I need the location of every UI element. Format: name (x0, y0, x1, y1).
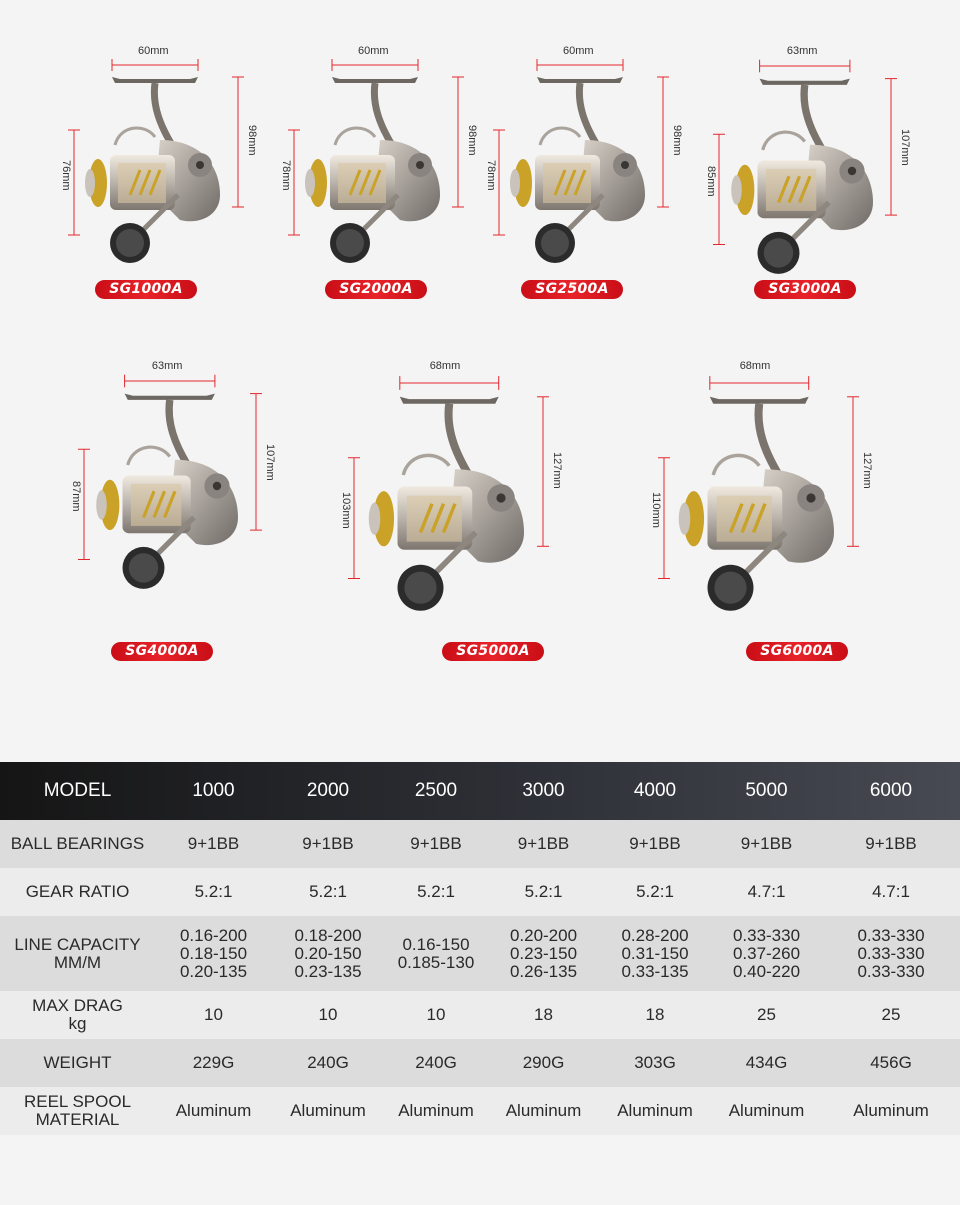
spec-table (0, 762, 960, 1135)
depth-dimension-label: 110mm (650, 492, 662, 529)
height-dimension-line (228, 45, 258, 275)
table-cell: 240G (415, 1053, 457, 1072)
model-badge: SG3000A (754, 280, 856, 299)
header-model-label: MODEL (43, 780, 112, 801)
height-dimension-label: 107mm (899, 129, 912, 166)
table-cell: Aluminum (290, 1101, 366, 1120)
table-cell: 25 (881, 1005, 901, 1024)
table-cell: 9+1BB (517, 834, 570, 853)
table-cell: 5.2:1 (417, 882, 455, 901)
depth-dimension-label: 87mm (70, 480, 82, 512)
table-cell: 0.28-200 0.31-150 0.33-135 (621, 925, 689, 981)
table-cell: 10 (426, 1005, 446, 1024)
row-label: WEIGHT (43, 1053, 112, 1072)
height-dimension-label: 127mm (551, 452, 564, 489)
model-badge: SG2500A (521, 280, 623, 299)
depth-dimension-label: 78mm (280, 160, 292, 191)
table-header-row (0, 762, 960, 820)
row-label: MAX DRAG kg (32, 996, 123, 1033)
height-dimension-line (246, 360, 276, 602)
table-cell: 0.33-330 0.33-330 0.33-330 (857, 925, 925, 981)
table-cell: Aluminum (398, 1101, 474, 1120)
table-cell: Aluminum (853, 1101, 929, 1120)
depth-dimension-label: 78mm (485, 160, 497, 191)
height-dimension-label: 127mm (861, 452, 874, 489)
width-dimension-label: 63mm (786, 45, 818, 57)
table-cell: 9+1BB (187, 834, 240, 853)
table-cell: 9+1BB (410, 834, 462, 853)
width-dimension-label: 60mm (358, 45, 389, 57)
width-dimension-label: 63mm (151, 360, 183, 372)
row-label: REEL SPOOL MATERIAL (23, 1092, 132, 1129)
table-cell: Aluminum (728, 1101, 805, 1120)
table-cell: 290G (522, 1053, 565, 1072)
row-label: BALL BEARINGS (10, 834, 145, 853)
table-cell: 456G (870, 1053, 912, 1072)
row-label: LINE CAPACITY MM/M (14, 934, 141, 972)
header-model-5000: 5000 (745, 780, 788, 801)
depth-dimension-label: 103mm (340, 492, 352, 529)
table-row (0, 1039, 960, 1087)
header-model-1000: 1000 (192, 780, 235, 801)
header-model-2500: 2500 (414, 780, 458, 801)
height-dimension-label: 98mm (671, 125, 683, 156)
table-row (0, 868, 960, 916)
model-badge: SG1000A (95, 280, 197, 299)
model-badge: SG6000A (746, 642, 848, 661)
row-label: GEAR RATIO (25, 882, 130, 901)
table-cell: 9+1BB (629, 834, 681, 853)
table-row (0, 991, 960, 1039)
table-cell: 0.20-200 0.23-150 0.26-135 (509, 925, 578, 981)
table-row (0, 820, 960, 868)
header-model-6000: 6000 (869, 780, 913, 801)
model-badge: SG2000A (325, 280, 427, 299)
table-cell: 5.2:1 (524, 882, 563, 901)
height-dimension-line (843, 360, 873, 625)
width-dimension-label: 68mm (739, 360, 771, 372)
depth-dimension-label: 76mm (60, 160, 72, 191)
table-cell: 229G (192, 1053, 235, 1072)
model-badge: SG5000A (442, 642, 544, 661)
table-cell: 4.7:1 (747, 882, 786, 901)
height-dimension-line (448, 45, 478, 275)
table-cell: 303G (634, 1053, 676, 1072)
table-cell: 0.18-200 0.20-150 0.23-135 (294, 925, 362, 981)
table-cell: 5.2:1 (636, 882, 674, 901)
table-row (0, 916, 960, 991)
table-cell: 18 (645, 1005, 665, 1024)
header-model-4000: 4000 (633, 780, 677, 801)
table-cell: Aluminum (505, 1101, 582, 1120)
height-dimension-label: 98mm (246, 125, 258, 156)
width-dimension-label: 68mm (429, 360, 461, 372)
table-cell: 9+1BB (740, 834, 793, 853)
table-cell: 9+1BB (302, 834, 354, 853)
table-cell: 0.33-330 0.37-260 0.40-220 (732, 925, 801, 981)
table-cell: 240G (307, 1053, 349, 1072)
table-cell: 4.7:1 (872, 882, 910, 901)
table-cell: 25 (757, 1005, 776, 1024)
table-cell: 9+1BB (865, 834, 917, 853)
table-cell: 0.16-150 0.185-130 (397, 934, 475, 972)
table-cell: 5.2:1 (309, 882, 347, 901)
height-dimension-line (533, 360, 563, 625)
height-dimension-label: 98mm (466, 125, 478, 156)
width-dimension-label: 60mm (563, 45, 594, 57)
table-cell: 10 (204, 1005, 223, 1024)
table-cell: 0.16-200 0.18-150 0.20-135 (179, 925, 248, 981)
height-dimension-label: 107mm (264, 444, 277, 481)
header-model-3000: 3000 (522, 780, 565, 801)
width-dimension-label: 60mm (138, 45, 169, 57)
table-row (0, 1087, 960, 1135)
model-badge: SG4000A (111, 642, 213, 661)
height-dimension-line (881, 45, 911, 287)
depth-dimension-label: 85mm (705, 165, 717, 197)
height-dimension-line (653, 45, 683, 275)
table-cell: 10 (318, 1005, 338, 1024)
table-cell: Aluminum (175, 1101, 252, 1120)
table-cell: 434G (745, 1053, 788, 1072)
table-cell: 5.2:1 (194, 882, 233, 901)
table-cell: Aluminum (617, 1101, 693, 1120)
table-cell: 18 (534, 1005, 553, 1024)
header-model-2000: 2000 (306, 780, 350, 801)
